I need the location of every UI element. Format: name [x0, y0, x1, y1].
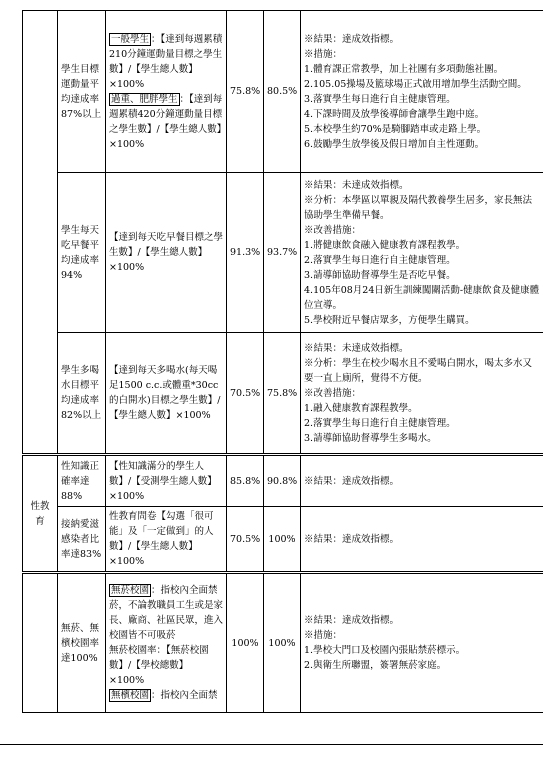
result-line: 2.落實學生每日進行自主健康管理。: [304, 417, 456, 429]
value-current: 93.7%: [264, 173, 301, 333]
result-line: ※改善措施：: [304, 387, 362, 399]
value-prior: 91.3%: [227, 173, 264, 333]
result-line: ※措施：: [304, 630, 343, 641]
result-line: 1.將健康飲食融入健康教育課程教學。: [304, 239, 466, 251]
result-cell: [301, 173, 543, 333]
page-footer-divider: [0, 744, 543, 745]
result-cell: [301, 573, 543, 713]
formula-text: ：【達到每週累積420分鐘運動量目標之學生數】/【學生總人數】×100%: [109, 93, 223, 150]
result-line: ※措施：: [304, 48, 343, 60]
result-cell: [301, 11, 543, 173]
result-line: 2.落實學生每日進行自主健康管理。: [304, 254, 456, 266]
indicator-cell: 學生多喝水目標平均達成率82%以上: [58, 333, 106, 455]
result-line: 2.與衛生所聯盟，簽署無菸家庭。: [304, 660, 447, 671]
result-line: 3.落實學生每日進行自主健康管理。: [304, 93, 456, 105]
category-cell: [23, 573, 58, 713]
formula-boxed-term: 一般學生: [111, 33, 150, 45]
result-line: 6.鼓勵學生放學後及假日增加自主性運動。: [304, 138, 485, 150]
formula-text: 【性知識滿分的學生人數】/【受測學生總人數】×100%: [109, 460, 217, 502]
table-row: [23, 173, 543, 333]
result-line: 4.下課時間及放學後導師會讓學生跑中庭。: [304, 108, 485, 120]
result-line: ※分析：本學區以單親及隔代教養學生居多，家長無法協助學生準備早餐。: [304, 194, 533, 221]
value-prior: 85.8%: [227, 455, 264, 507]
result-line: 1.體育課正常教學，加上社團有多項動態社團。: [304, 63, 504, 75]
health-indicator-table: [22, 10, 543, 713]
table-row: [23, 455, 543, 507]
value-current: 100%: [264, 573, 301, 713]
value-prior: 70.5%: [227, 507, 264, 573]
result-cell: [301, 333, 543, 455]
result-line: ※分析：學生在校少喝水且不愛喝白開水，喝太多水又要一直上廁所，覺得不方便。: [304, 357, 533, 384]
result-line: ※結果：達成效指標。: [304, 615, 400, 626]
indicator-cell: 無菸、無檳校園率達100%: [58, 573, 106, 713]
value-prior: 100%: [227, 573, 264, 713]
formula-cell: [106, 573, 227, 713]
result-line: 5.學校附近早餐店眾多，方便學生購買。: [304, 314, 475, 326]
table-row: [23, 573, 543, 713]
formula-text: ：指校內全面禁: [151, 690, 218, 701]
formula-cell: [106, 11, 227, 173]
result-line: 3.請導師協助督導學生多喝水。: [304, 432, 437, 444]
formula-text: 【達到每天吃早餐目標之學生數】/【學生總人數】×100%: [109, 232, 224, 273]
formula-boxed-term: 過重、肥胖學生: [111, 93, 178, 105]
value-current: 80.5%: [264, 11, 301, 173]
category-cell: [23, 11, 58, 455]
formula-cell: [106, 173, 227, 333]
result-line: 3.請導師協助督導學生是否吃早餐。: [304, 269, 456, 281]
result-line: 5.本校學生約70%是騎腳踏車或走路上學。: [304, 123, 487, 135]
result-line: ※結果：未達成效指標。: [304, 179, 409, 191]
formula-text: 性教育問卷【勾選「很可能」及「一定做到」的人數】/【學生總人數】×100%: [109, 511, 214, 567]
value-prior: 75.8%: [227, 11, 264, 173]
formula-text: ：【達到每週累積210分鐘運動量目標之學生數】/【學生總人數】×100%: [109, 33, 223, 90]
formula-text: ：指校內全面禁菸，不論教職員工生或是家長、廠商、社區民眾，進入校園皆不可吸菸: [109, 585, 224, 641]
table-row: [23, 507, 543, 573]
formula-text: 【達到每天多喝水(每天喝足1500 c.c.或體重*30cc的白開水)目標之學生數】/【學生總人數】×100%: [109, 365, 221, 421]
category-cell: 性教育: [23, 455, 58, 573]
result-line: 2.105.05操場及籃球場正式啟用增加學生活動空間。: [304, 78, 527, 90]
indicator-cell: 學生目標運動量平均達成率87%以上: [58, 11, 106, 173]
formula-text: 無菸校園率：【無菸校園數】/【學校總數】×100%: [109, 645, 209, 686]
formula-cell: [106, 507, 227, 573]
table-row: [23, 11, 543, 173]
result-line: 1.融入健康教育課程教學。: [304, 402, 418, 414]
result-cell: [301, 507, 543, 573]
indicator-cell: 學生每天吃早餐平均達成率94%: [58, 173, 106, 333]
indicator-cell: 接納愛滋感染者比率達83%: [58, 507, 106, 573]
formula-cell: [106, 455, 227, 507]
result-line: ※結果：達成效指標。: [304, 33, 400, 45]
formula-cell: [106, 333, 227, 455]
result-line: ※結果：未達成效指標。: [304, 342, 409, 354]
result-line: ※結果：達成效指標。: [304, 475, 400, 487]
value-prior: 70.5%: [227, 333, 264, 455]
result-cell: [301, 455, 543, 507]
result-line: ※結果：達成效指標。: [304, 533, 400, 545]
formula-boxed-term: 無菸校園: [111, 585, 150, 596]
result-line: ※改善措施：: [304, 224, 362, 236]
value-current: 90.8%: [264, 455, 301, 507]
result-line: 4.105年08月24日新生訓練闖關活動-健康飲食及健康體位宣導。: [304, 284, 540, 311]
value-current: 100%: [264, 507, 301, 573]
value-current: 75.8%: [264, 333, 301, 455]
table-row: [23, 333, 543, 455]
formula-boxed-term: 無檳校園: [111, 690, 150, 701]
result-line: 1.學校大門口及校園內張貼禁菸標示。: [304, 645, 466, 656]
indicator-cell: 性知識正確率達88%: [58, 455, 106, 507]
